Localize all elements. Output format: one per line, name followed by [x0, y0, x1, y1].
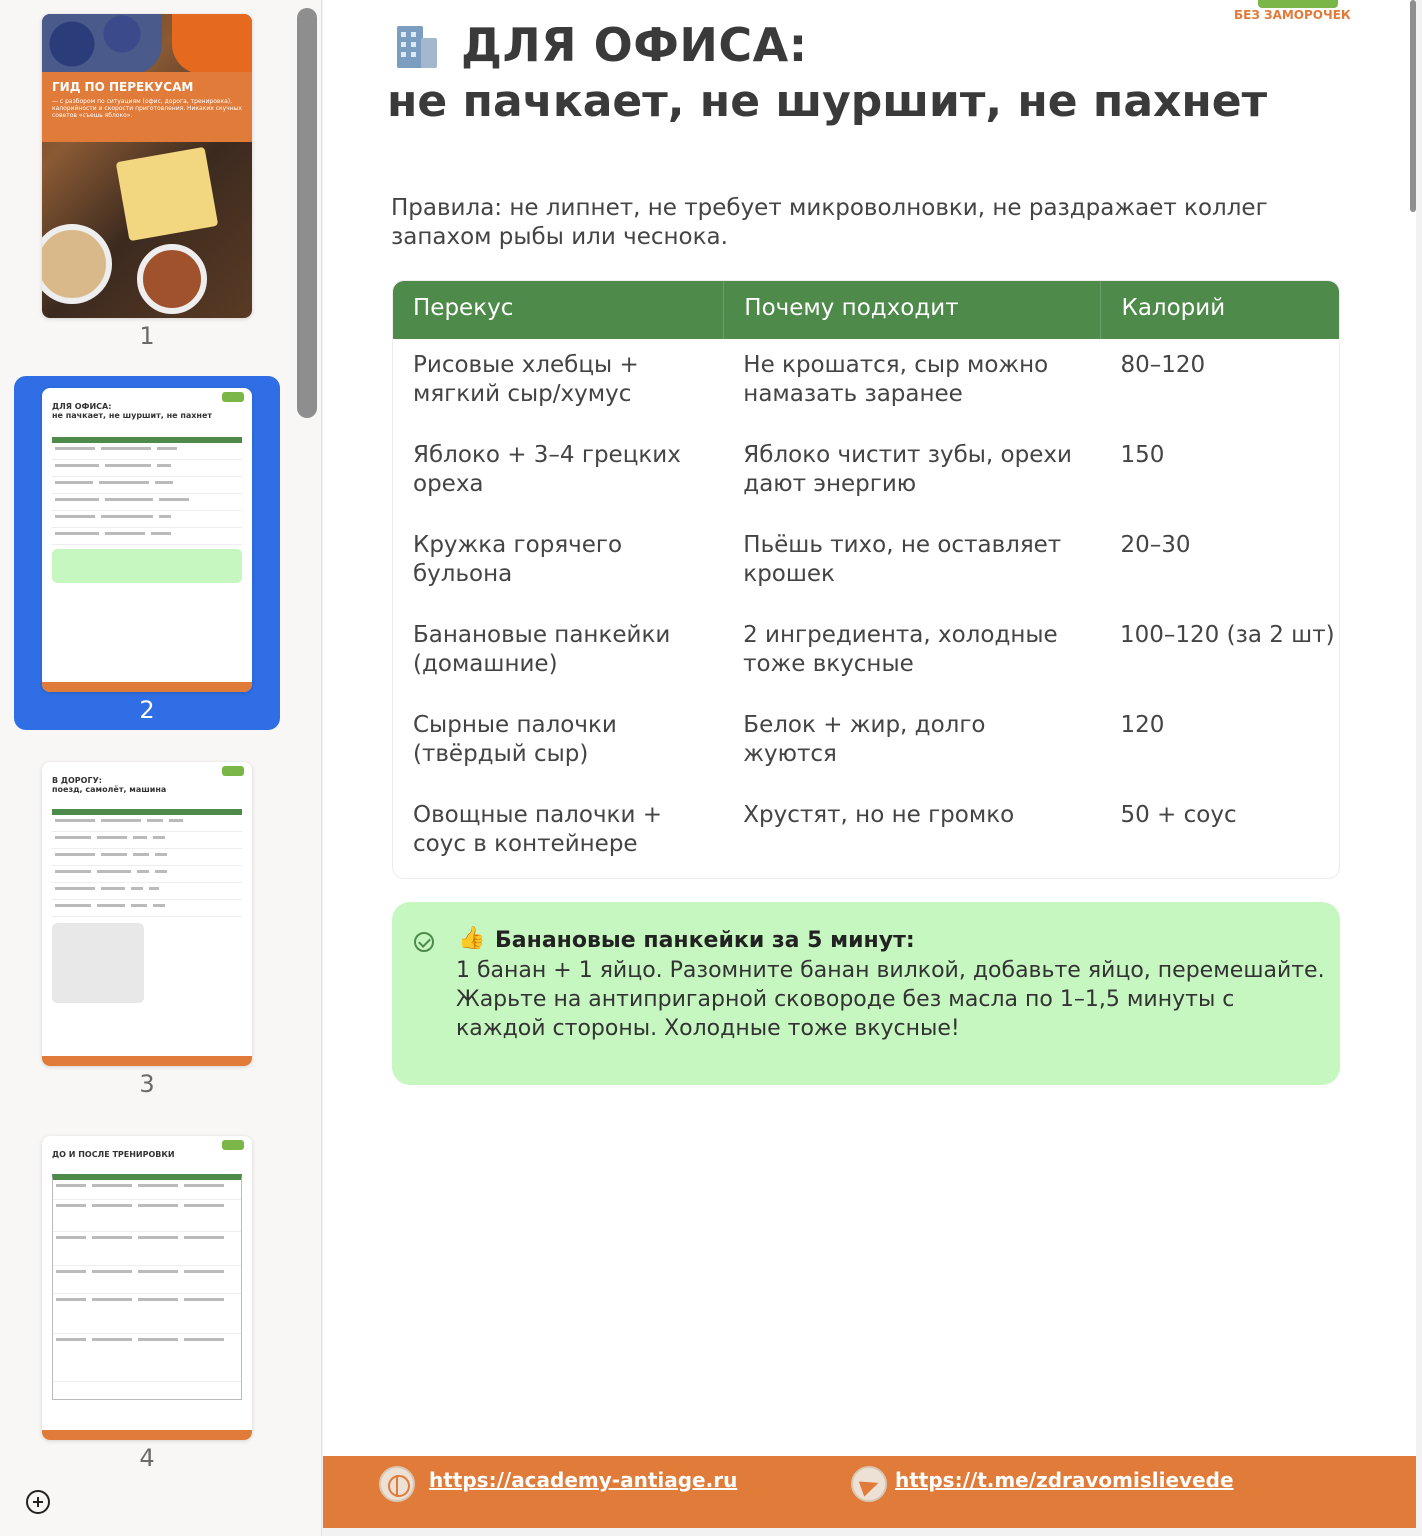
table-cell: 120 — [1120, 712, 1165, 738]
mini-table — [52, 1174, 242, 1400]
table-header — [393, 281, 1339, 339]
mini-tip — [52, 549, 242, 583]
mini-recipes — [52, 923, 242, 1003]
table-cell: Сырные палочки (твёрдый сыр) — [413, 712, 617, 767]
mini-logo — [222, 1140, 244, 1150]
mini-table — [52, 437, 242, 545]
mini-footer — [42, 1430, 252, 1440]
table-cell: Рисовые хлебцы + мягкий сыр/хумус — [413, 352, 639, 407]
table-cell: Хрустят, но не громко — [743, 802, 1015, 828]
table-cell: Кружка горячего бульона — [413, 532, 623, 587]
table-cell: 150 — [1120, 442, 1165, 468]
cheese-illustration — [116, 147, 219, 241]
mini-subtitle: не пачкает, не шуршит, не пахнет — [52, 411, 213, 420]
page-number-4: 4 — [139, 1444, 155, 1472]
rules-text: Правила: не липнет, не требует микроволновки, не раздражает коллег запахом рыбы или чеснока. — [391, 195, 1268, 250]
column-header: Почему подходит — [723, 281, 1100, 339]
table-cell: Белок + жир, долго жуются — [743, 712, 986, 767]
telegram-link[interactable]: https://t.me/zdravomislievede — [895, 1468, 1234, 1492]
hummus-bowl-illustration — [42, 224, 112, 304]
berries-illustration — [42, 14, 162, 74]
mini-footer — [42, 1056, 252, 1066]
tip-body: 1 банан + 1 яйцо. Разомните банан вилкой, добавьте яйцо, перемешайте. Жарьте на антипригарной сковороде без масла по 1–1,5 минуты с каждой стороны. Холодные тоже вкусные! — [456, 958, 1325, 1041]
title-line-1: ДЛЯ ОФИСА: — [461, 18, 808, 72]
table-row — [393, 519, 1339, 609]
mini-text — [42, 428, 252, 433]
cover-band — [42, 72, 252, 142]
column-header: Калорий — [1100, 281, 1339, 339]
cover-subtitle: — с разбором по ситуациям (офис, дорога, тренировка), калорийности и скорости приготовления. Никаких скучных советов «съешь яблоко». — [52, 98, 242, 119]
office-building-icon — [393, 22, 439, 68]
main-scrollbar[interactable] — [1410, 0, 1416, 212]
page-number-2: 2 — [139, 696, 155, 724]
table-cell: 20–30 — [1120, 532, 1191, 558]
mini-text — [42, 800, 252, 805]
website-link[interactable]: https://academy-antiage.ru — [429, 1468, 738, 1492]
table-row — [393, 429, 1339, 519]
column-header: Перекус — [413, 295, 514, 321]
table-cell: 2 ингредиента, холодные тоже вкусные — [743, 622, 1058, 677]
check-circle-icon — [414, 932, 434, 952]
page-number-3: 3 — [139, 1070, 155, 1098]
table-cell: 100–120 (за 2 шт) — [1120, 622, 1335, 648]
logo-mark — [1258, 0, 1338, 8]
mini-title: В ДОРОГУ: — [52, 776, 102, 785]
mini-logo — [222, 392, 244, 402]
page-thumbnail-4[interactable] — [42, 1136, 252, 1440]
almonds-bowl-illustration — [137, 244, 207, 314]
table-cell: 80–120 — [1120, 352, 1206, 378]
cover-title: ГИД ПО ПЕРЕКУСАМ — [52, 80, 194, 94]
mini-logo — [222, 766, 244, 776]
table-cell: Яблоко чистит зубы, орехи дают энергию — [743, 442, 1072, 497]
table-row — [393, 699, 1339, 789]
page-thumbnail-2[interactable] — [42, 388, 252, 692]
telegram-icon — [851, 1466, 887, 1502]
document-page — [323, 0, 1416, 1528]
mini-table — [52, 809, 242, 917]
logo-text: БЕЗ ЗАМОРОЧЕК — [1234, 8, 1351, 22]
page-title — [393, 18, 808, 72]
table-cell: Не крошатся, сыр можно намазать заранее — [743, 352, 1049, 407]
brand-logo — [1228, 0, 1358, 26]
recipe-tip-box — [392, 902, 1340, 1085]
page-thumbnail-1[interactable] — [42, 14, 252, 318]
thumbs-up-icon: 👍 — [458, 926, 486, 951]
table-cell: Яблоко + 3–4 грецких ореха — [413, 442, 681, 497]
mini-footer — [42, 682, 252, 692]
globe-icon — [379, 1466, 415, 1502]
page-footer — [323, 1456, 1416, 1528]
page-thumbnails-sidebar — [0, 0, 322, 1536]
sidebar-scrollbar[interactable] — [297, 8, 317, 418]
mini-subtitle: поезд, самолёт, машина — [52, 785, 167, 794]
table-row — [393, 339, 1339, 429]
add-page-icon[interactable] — [26, 1490, 50, 1514]
page-number-1: 1 — [139, 322, 155, 350]
title-line-2: не пачкает, не шуршит, не пахнет — [387, 76, 1268, 127]
table-cell: Банановые панкейки (домашние) — [413, 622, 671, 677]
mini-text — [42, 1165, 252, 1170]
table-row — [393, 609, 1339, 699]
snacks-table — [392, 280, 1340, 879]
table-row — [393, 789, 1339, 879]
table-cell: Пьёшь тихо, не оставляет крошек — [743, 532, 1062, 587]
table-cell: Овощные палочки + соус в контейнере — [413, 802, 662, 857]
mini-title: ДО И ПОСЛЕ ТРЕНИРОВКИ — [52, 1150, 175, 1159]
tip-title: Банановые панкейки за 5 минут: — [495, 928, 915, 953]
mini-title: ДЛЯ ОФИСА: — [52, 402, 112, 411]
carrots-illustration — [172, 14, 252, 74]
table-cell: 50 + соус — [1120, 802, 1237, 828]
page-thumbnail-3[interactable] — [42, 762, 252, 1066]
